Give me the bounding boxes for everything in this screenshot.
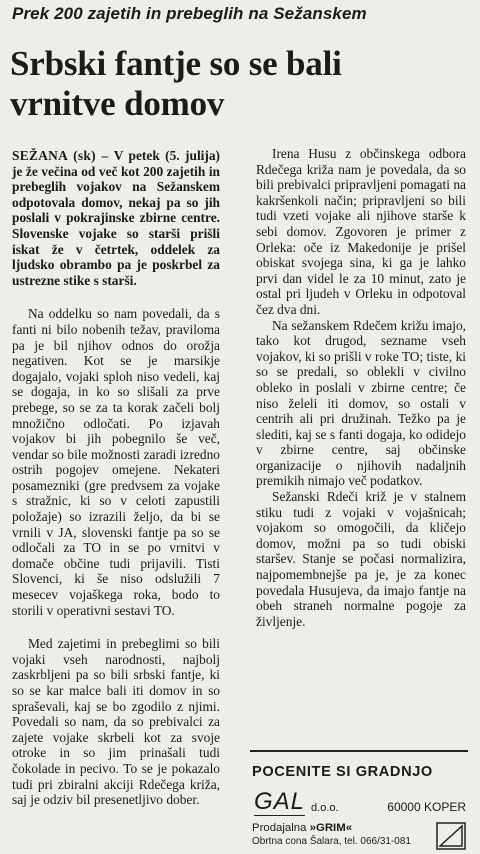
ad-address: Obrtna cona Šalara, tel. 066/31-081: [252, 836, 411, 847]
article-paragraph-5: Sežanski Rdeči križ je v stalnem stiku tudi z vojaki v vojašnicah; vojakom so omogočili, da kličejo domov, možni pa so tudi obiski staršev. Stanje se počasi normalizira, najpomembnejše pa je, je za konec povedala Husujeva, da imajo fantje na obeh straneh normalne pogoje za življenje.: [256, 489, 466, 629]
article-paragraph-2: Med zajetimi in prebeglimi so bili vojaki vseh narodnosti, najbolj zaskrbljeni pa so bili srbski fantje, ki so se kar malce bali iti domov in so spraševali, kaj se bo zgodilo z njimi. Povedali so nam, da so prebivalci za zajete vojake skrbeli kot za svoje otroke in so jim prinašali tudi čokolade in pecivo. To se je pokazalo tudi pri zbiralni akciji Rdečega križa, saj je odziv bil presenetljivo dober.: [12, 636, 220, 808]
ad-brand-row: [250, 786, 468, 816]
ad-shop-name: »GRIM«: [309, 822, 353, 834]
headline-line-2: vrnitve domov: [10, 84, 225, 123]
article-column-right: [256, 146, 466, 629]
article-paragraph-4: Na sežanskem Rdečem križu imajo, tako kot drugod, sezname vseh vojakov, ki so prišli v roke TO; tiste, ki so se predali, so oblekli v civilno obleko in poslali v zbirne centre; če niso želeli iti domov, so ostali v centrih ali pri družinah. Težko pa je slediti, kaj se s fanti dogaja, ko odidejo v zbirne centre, saj občinske organizacije o njihovih nadaljnih premikih nimajo več podatkov.: [256, 317, 466, 489]
ad-company-suffix: d.o.o.: [311, 802, 339, 814]
ad-bottom: [250, 822, 468, 850]
ad-shop-label: Prodajalna: [252, 822, 307, 834]
article-column-left: [12, 148, 220, 808]
lead-place: SEŽANA (sk) –: [12, 148, 109, 163]
ad-shop: [252, 822, 436, 835]
article-lead: [12, 148, 220, 288]
article-paragraph-3: Irena Husu z občinskega odbora Rdečega križa nam je povedala, da so bili prebivalci pripravljeni pomagati na kakršenkoli način; pripravljeni so bili tudi vzeti vojake ali njihove starše k sebi domov. Zgovoren je primer z Orleka: oče iz Makedonije je prišel obiskat svojega sina, ki ga je lahko prvi dan videl le za 10 minut, zato je ostal pri ljudeh v Orleku in odpotoval čez dva dni.: [256, 146, 466, 317]
ad-logo: GAL: [254, 788, 306, 815]
triangle-logo-icon: [436, 822, 466, 850]
ad-text: [252, 822, 436, 848]
advertisement: [250, 750, 468, 852]
ad-city: 60000 KOPER: [387, 800, 466, 814]
lead-text: V petek (5. julija) je že večina od več kot 200 zajetih in prebeglih vojakov na Sežanskem odpotovala domov, nekaj pa so jih poslali v pokrajinske zbirne centre. Slovenske vojake so starši prišli iskat že v četrtek, oddelek za ljudsko obrambo pa je poskrbel za ustrezne stike s starši.: [12, 148, 221, 288]
kicker: Prek 200 zajetih in prebeglih na Sežanskem: [12, 4, 367, 23]
ad-title: POCENITE SI GRADNJO: [252, 764, 433, 780]
headline: [10, 44, 475, 124]
headline-line-1: Srbski fantje so se bali: [10, 44, 342, 83]
article-paragraph-1: Na oddelku so nam povedali, da s fanti ni bilo nobenih težav, praviloma pa je bil njihov odnos do orožja negativen. Kot se je marsikje dogajalo, vojaki sploh niso vedeli, kaj se dogaja, in ko so slišali za prve prebege, so se za ta korak začeli bolj množično odločati. Po izjavah vojakov bi jih pobegnilo še več, vendar so bile možnosti zaradi izredno ostrih pogojev omejene. Nekateri posamezniki (gre predvsem za vojake s stražnic, ki so v celoti zapustili položaje) so izrazili željo, da bi se vrnili v JA, slovenski fantje pa so se odločali za TO in se po vrnitvi v domače občine tudi prijavili. Tisti Slovenci, ki še niso odslužili 7 mesecev vojaškega roka, bodo to storili v operativni sestavi TO.: [12, 306, 220, 618]
